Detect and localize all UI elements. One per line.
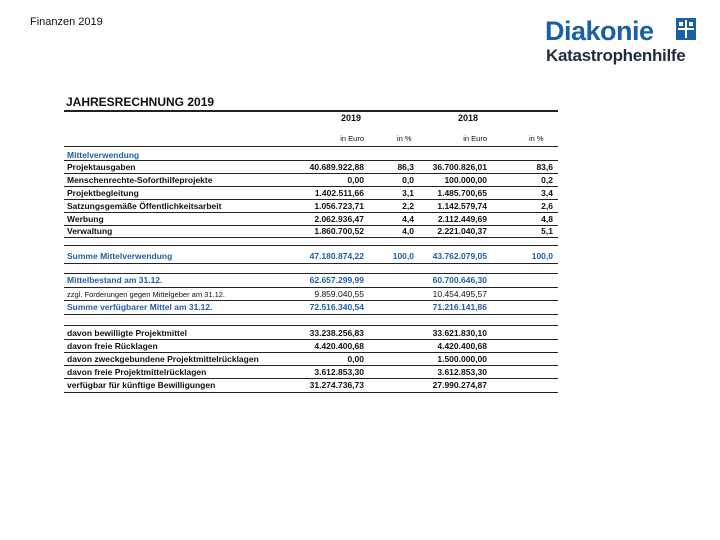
col-year-2018: 2018 <box>458 113 479 123</box>
value-2018: 100.000,00 <box>444 175 487 185</box>
row-label: davon bewilligte Projektmittel <box>67 328 187 338</box>
row-rule <box>64 300 558 301</box>
pct-2018: 0,2 <box>541 175 553 185</box>
title-rule <box>64 110 558 112</box>
pct-2019: 4,0 <box>402 226 414 236</box>
value-2019: 72.516.340,54 <box>309 302 364 312</box>
col-unit-eur-2019: in Euro <box>340 134 364 143</box>
total-value-2018: 43.762.079,05 <box>432 251 487 261</box>
value-2019: 33.238.256,83 <box>309 328 364 338</box>
pct-2018: 4,8 <box>541 214 553 224</box>
row-rule <box>64 199 558 200</box>
value-2018: 1.142.579,74 <box>437 201 487 211</box>
pct-2019: 2,2 <box>402 201 414 211</box>
row-label: Verwaltung <box>67 226 113 236</box>
value-2019: 40.689.922,88 <box>309 162 364 172</box>
row-label: zzgl. Forderungen gegen Mittelgeber am 31.12. <box>67 290 226 299</box>
pct-2019: 3,1 <box>402 188 414 198</box>
block-rule <box>64 263 558 264</box>
value-2019: 0,00 <box>347 175 364 185</box>
value-2018: 10.454.495,57 <box>432 289 487 299</box>
pct-2019: 0,0 <box>402 175 414 185</box>
row-label: Satzungsgemäße Öffentlichkeitsarbeit <box>67 201 222 211</box>
section-rule <box>64 160 558 161</box>
row-label: Projektbegleitung <box>67 188 139 198</box>
row-rule <box>64 186 558 187</box>
value-2018: 4.420.400,68 <box>437 341 487 351</box>
block-rule <box>64 245 558 246</box>
value-2019: 9.859.040,55 <box>314 289 364 299</box>
total-pct-2018: 100,0 <box>531 251 553 261</box>
row-rule <box>64 352 558 353</box>
row-label: Projektausgaben <box>67 162 136 172</box>
value-2018: 60.700.646,30 <box>432 275 487 285</box>
row-rule <box>64 173 558 174</box>
logo-line-2: Katastrophenhilfe <box>546 46 686 65</box>
row-label: verfügbar für künftige Bewilligungen <box>67 380 216 390</box>
row-label: davon freie Rücklagen <box>67 341 158 351</box>
row-rule <box>64 365 558 366</box>
col-unit-pct-2018: in % <box>529 134 544 143</box>
page-label: Finanzen 2019 <box>30 16 103 28</box>
value-2018: 71.216.141,86 <box>432 302 487 312</box>
value-2018: 27.990.274,87 <box>432 380 487 390</box>
row-rule <box>64 339 558 340</box>
value-2019: 3.612.853,30 <box>314 367 364 377</box>
diakonie-logo <box>545 16 697 70</box>
col-unit-pct-2019: in % <box>397 134 412 143</box>
row-label: davon zweckgebundene Projektmittelrücklagen <box>67 354 259 364</box>
col-year-2019: 2019 <box>341 113 362 123</box>
row-rule <box>64 212 558 213</box>
value-2018: 2.221.040,37 <box>437 226 487 236</box>
row-rule <box>64 378 558 379</box>
value-2018: 3.612.853,30 <box>437 367 487 377</box>
value-2018: 1.485.700,65 <box>437 188 487 198</box>
value-2019: 4.420.400,68 <box>314 341 364 351</box>
report-title: JAHRESRECHNUNG 2019 <box>66 95 215 109</box>
section-heading-mittelverwendung: Mittelverwendung <box>67 150 140 160</box>
logo-line-1: Diakonie <box>545 16 654 46</box>
value-2018: 36.700.826,01 <box>432 162 487 172</box>
header-rule <box>64 146 558 147</box>
value-2018: 1.500.000,00 <box>437 354 487 364</box>
value-2019: 1.402.511,66 <box>314 188 364 198</box>
total-value-2019: 47.180.874,22 <box>309 251 364 261</box>
block-rule <box>64 325 558 326</box>
pct-2019: 86,3 <box>397 162 414 172</box>
pct-2018: 83,6 <box>536 162 553 172</box>
col-unit-eur-2018: in Euro <box>463 134 487 143</box>
value-2018: 2.112.449,69 <box>437 214 487 224</box>
row-label: Werbung <box>67 214 104 224</box>
diakonie-cross-icon <box>676 18 696 40</box>
pct-2018: 2,6 <box>541 201 553 211</box>
value-2019: 62.657.299,99 <box>309 275 364 285</box>
block-rule <box>64 314 558 315</box>
pct-2018: 5,1 <box>541 226 553 236</box>
row-label: davon freie Projektmittelrücklagen <box>67 367 207 377</box>
row-label: Summe verfügbarer Mittel am 31.12. <box>67 302 213 312</box>
value-2019: 1.860.700,52 <box>314 226 364 236</box>
row-label: Mittelbestand am 31.12. <box>67 275 163 285</box>
value-2019: 2.062.936,47 <box>314 214 364 224</box>
total-pct-2019: 100,0 <box>392 251 414 261</box>
value-2019: 31.274.736,73 <box>309 380 364 390</box>
value-2018: 33.621.830,10 <box>432 328 487 338</box>
block-rule <box>64 273 558 274</box>
pct-2018: 3,4 <box>541 188 553 198</box>
row-rule <box>64 287 558 288</box>
pct-2019: 4,4 <box>402 214 414 224</box>
value-2019: 1.056.723,71 <box>314 201 364 211</box>
value-2019: 0,00 <box>347 354 364 364</box>
row-rule <box>64 237 558 238</box>
total-label: Summe Mittelverwendung <box>67 251 173 261</box>
row-rule <box>64 392 558 393</box>
row-label: Menschenrechte-Soforthilfeprojekte <box>67 175 213 185</box>
